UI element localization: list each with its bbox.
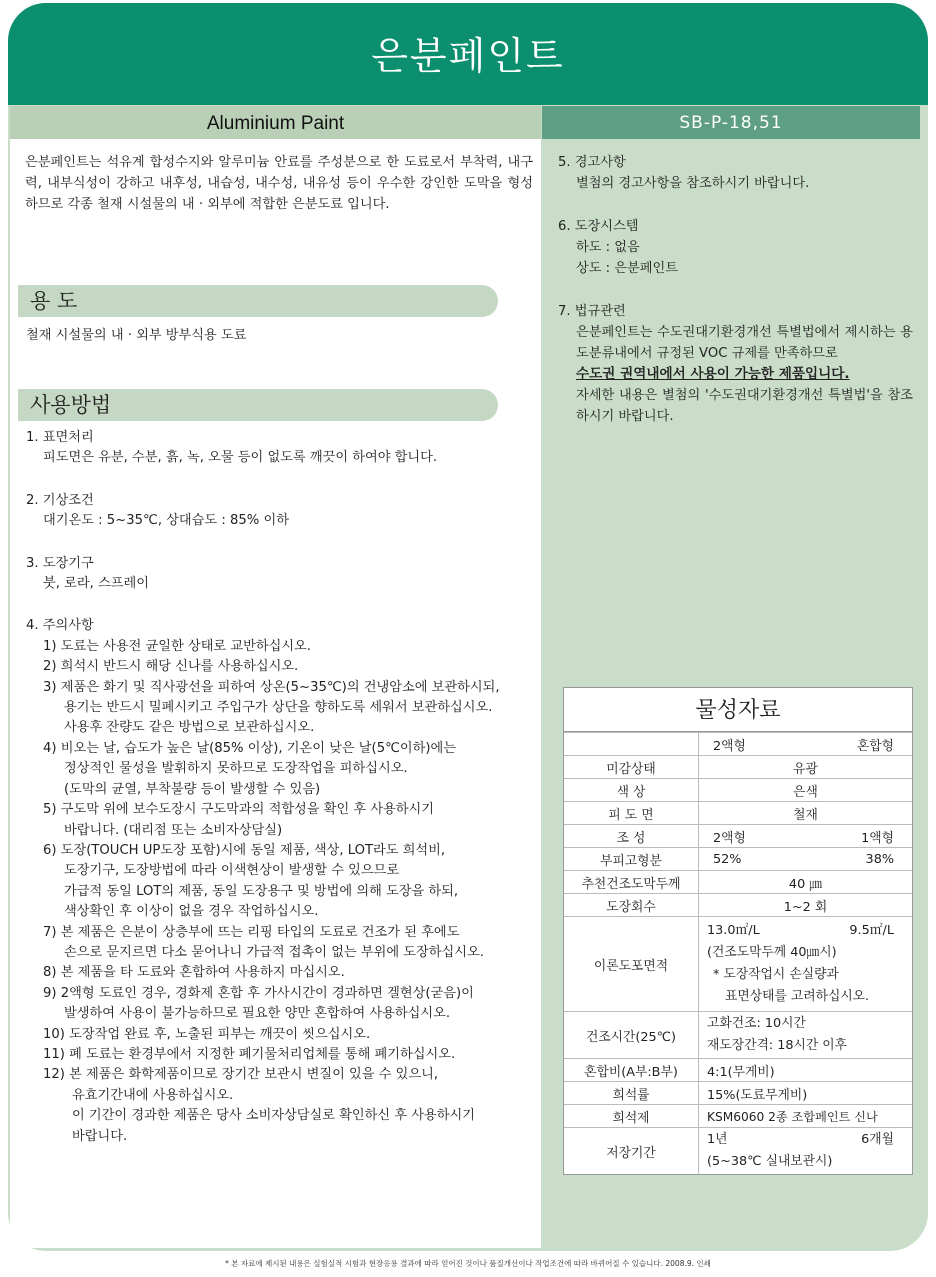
step-1-title: 1. 표면처리 bbox=[26, 430, 94, 445]
note-line: 색상확인 후 이상이 없을 경우 작업하십시오. bbox=[64, 904, 319, 920]
note-line: 사용후 잔량도 같은 방법으로 보관하십시오. bbox=[64, 720, 315, 736]
product-code: SB-P-18,51 bbox=[542, 106, 920, 139]
prop-label: 미감상태 bbox=[564, 756, 699, 779]
prop-label: 추천건조도막두께 bbox=[564, 871, 699, 894]
note-line: 8) 본 제품을 타 도료와 혼합하여 사용하지 마십시오. bbox=[43, 965, 345, 981]
prop-label: 부피고형분 bbox=[564, 848, 699, 871]
method-body bbox=[26, 428, 531, 1147]
right-column-text bbox=[558, 152, 913, 427]
prop-value: 40 ㎛ bbox=[699, 871, 913, 894]
section-7-emphasis: 수도권 권역내에서 사용이 가능한 제품입니다. bbox=[576, 366, 850, 382]
step-1-text: 피도면은 유분, 수분, 흙, 녹, 오물 등이 없도록 깨끗이 하여야 합니다. bbox=[43, 450, 438, 466]
note-line: 정상적인 물성을 발휘하지 못하므로 도장작업을 피하십시오. bbox=[64, 761, 408, 777]
note-line: 유효기간내에 사용하십시오. bbox=[72, 1087, 234, 1103]
note-line: 발생하여 사용이 불가능하므로 필요한 양만 혼합하여 사용하십시오. bbox=[64, 1006, 451, 1022]
note-line: 9) 2액형 도료인 경우, 경화제 혼합 후 가사시간이 경과하면 겔현상(굳음)이 bbox=[43, 985, 474, 1001]
prop-label: 건조시간(25℃) bbox=[564, 1012, 699, 1059]
footer-note: * 본 자료에 제시된 내용은 실험실적 시험과 현장응용 결과에 따라 얻어진 것이나 품질개선이나 작업조건에 따라 바뀌어질 수 있습니다. 2008.9. 인쇄 bbox=[225, 1259, 711, 1268]
col-mixed: 혼합형 bbox=[856, 738, 894, 754]
note-line: 2) 희석시 반드시 해당 신나를 사용하십시오. bbox=[43, 659, 299, 675]
step-2-text: 대기온도 : 5~35℃, 상대습도 : 85% 이하 bbox=[43, 513, 289, 529]
prop-value: (건조도막두께 40㎛시) bbox=[707, 945, 837, 960]
title-banner bbox=[8, 3, 928, 105]
step-2-title: 2. 기상조건 bbox=[26, 492, 94, 508]
note-line: 용기는 반드시 밀폐시키고 주입구가 상단을 향하도록 세워서 보관하십시오. bbox=[64, 700, 493, 716]
prop-value: (5~38℃ 실내보관시) bbox=[707, 1154, 833, 1169]
note-line: 4) 비오는 날, 습도가 높은 날(85% 이상), 기온이 낮은 날(5℃이하)에는 bbox=[43, 740, 456, 756]
undercoat-text: 하도 : 없음 bbox=[576, 240, 640, 255]
note-line: 7) 본 제품은 은분이 상층부에 뜨는 리핑 타입의 도료로 건조가 된 후에도 bbox=[43, 924, 460, 940]
prop-label: 혼합비(A부:B부) bbox=[564, 1059, 699, 1082]
prop-label: 저장기간 bbox=[564, 1128, 699, 1175]
prop-value: 철재 bbox=[699, 802, 913, 825]
properties-title: 물성자료 bbox=[564, 688, 912, 732]
col-two-component: 2액형 bbox=[713, 738, 746, 754]
prop-value: 고화건조: 10시간 bbox=[707, 1016, 806, 1031]
method-heading: 사용방법 bbox=[18, 389, 498, 421]
note-line: 바랍니다. (대리점 또는 소비자상담실) bbox=[64, 822, 283, 838]
note-line: 12) 본 제품은 화학제품이므로 장기간 보관시 변질이 있을 수 있으니, bbox=[43, 1067, 439, 1083]
intro-text: 은분페인트는 석유계 합성수지와 알루미늄 안료를 주성분으로 한 도료로서 부착력, 내구력, 내부식성이 강하고 내후성, 내습성, 내수성, 내유성 등이 우수한 강인한 도막을 형성하므로 각종 철재 시설물의 내 · 외부에 적합한 은분도료 입니다. bbox=[25, 155, 533, 212]
note-line: 6) 도장(TOUCH UP도장 포함)시에 동일 제품, 색상, LOT라도 희석비, bbox=[43, 842, 446, 858]
step-3-title: 3. 도장기구 bbox=[26, 555, 94, 571]
note-line: 11) 폐 도료는 환경부에서 지정한 폐기물처리업체를 통해 폐기하십시오. bbox=[43, 1046, 456, 1062]
note-line: 가급적 동일 LOT의 제품, 동일 도장용구 및 방법에 의해 도장을 하되, bbox=[64, 883, 459, 899]
page-title: 은분페인트 bbox=[371, 34, 565, 78]
prop-label: 희석제 bbox=[564, 1105, 699, 1128]
use-text: 철재 시설물의 내 · 외부 방부식용 도료 bbox=[26, 328, 247, 343]
note-line: 도장기구, 도장방법에 따라 이색현상이 발생할 수 있으므로 bbox=[64, 863, 400, 879]
prop-label: 희석률 bbox=[564, 1082, 699, 1105]
section-6-title: 6. 도장시스템 bbox=[558, 219, 639, 234]
note-line: 바랍니다. bbox=[72, 1128, 128, 1144]
product-english-name: Aluminium Paint bbox=[10, 106, 541, 139]
step-3-text: 붓, 로라, 스프레이 bbox=[43, 576, 149, 592]
prop-value: 15%(도료무게비) bbox=[699, 1082, 913, 1105]
prop-value: * 도장작업시 손실량과 bbox=[713, 967, 839, 982]
prop-label: 색 상 bbox=[564, 779, 699, 802]
properties-table bbox=[563, 687, 913, 1175]
prop-value: 52% bbox=[713, 851, 742, 867]
prop-value: 9.5㎡/L bbox=[849, 923, 894, 938]
prop-value: 표면상태를 고려하십시오. bbox=[725, 989, 870, 1004]
prop-value: 2액형 bbox=[713, 830, 746, 846]
topcoat-text: 상도 : 은분페인트 bbox=[576, 261, 679, 276]
section-7-title: 7. 법규관련 bbox=[558, 304, 626, 319]
note-line: 10) 도장작업 완료 후, 노출된 피부는 깨끗이 씻으십시오. bbox=[43, 1026, 371, 1042]
prop-value: 1~2 회 bbox=[699, 894, 913, 917]
prop-label: 이론도포면적 bbox=[564, 917, 699, 1012]
prop-value: 4:1(무게비) bbox=[699, 1059, 913, 1082]
note-line: 이 기간이 경과한 제품은 당사 소비자상담실로 확인하신 후 사용하시기 bbox=[72, 1108, 475, 1124]
section-7-text-a: 은분페인트는 수도권대기환경개선 특별법에서 제시하는 용도분류내에서 규정된 VOC 규제를 만족하므로 bbox=[576, 325, 913, 361]
note-line: (도막의 균열, 부착불량 등이 발생할 수 있음) bbox=[64, 781, 321, 797]
prop-value: 재도장간격: 18시간 이후 bbox=[707, 1038, 847, 1053]
prop-label: 도장회수 bbox=[564, 894, 699, 917]
use-heading: 용 도 bbox=[18, 285, 498, 317]
note-line: 3) 제품은 화기 및 직사광선을 피하여 상온(5~35℃)의 건냉암소에 보관하시되, bbox=[43, 679, 500, 695]
note-line: 5) 구도막 위에 보수도장시 구도막과의 적합성을 확인 후 사용하시기 bbox=[43, 802, 435, 818]
prop-value: 6개월 bbox=[861, 1132, 894, 1147]
prop-value: 은색 bbox=[699, 779, 913, 802]
prop-value: KSM6060 2종 조합페인트 신나 bbox=[699, 1105, 913, 1128]
note-line: 1) 도료는 사용전 균일한 상태로 교반하십시오. bbox=[43, 638, 311, 654]
section-7-text-b: 자세한 내용은 별첨의 '수도권대기환경개선 특별법'을 참조하시기 바랍니다. bbox=[576, 388, 913, 424]
step-4-title: 4. 주의사항 bbox=[26, 618, 94, 634]
prop-value: 유광 bbox=[699, 756, 913, 779]
prop-value: 1년 bbox=[707, 1132, 728, 1147]
prop-value: 38% bbox=[865, 851, 894, 867]
section-5-title: 5. 경고사항 bbox=[558, 155, 626, 170]
prop-label: 조 성 bbox=[564, 825, 699, 848]
prop-label: 피 도 면 bbox=[564, 802, 699, 825]
note-line: 손으로 문지르면 다소 묻어나니 가급적 접촉이 없는 부위에 도장하십시오. bbox=[64, 944, 484, 960]
prop-value: 1액형 bbox=[861, 830, 894, 846]
prop-value: 13.0㎡/L bbox=[707, 923, 760, 938]
section-5-text: 별첨의 경고사항을 참조하시기 바랍니다. bbox=[576, 176, 810, 191]
